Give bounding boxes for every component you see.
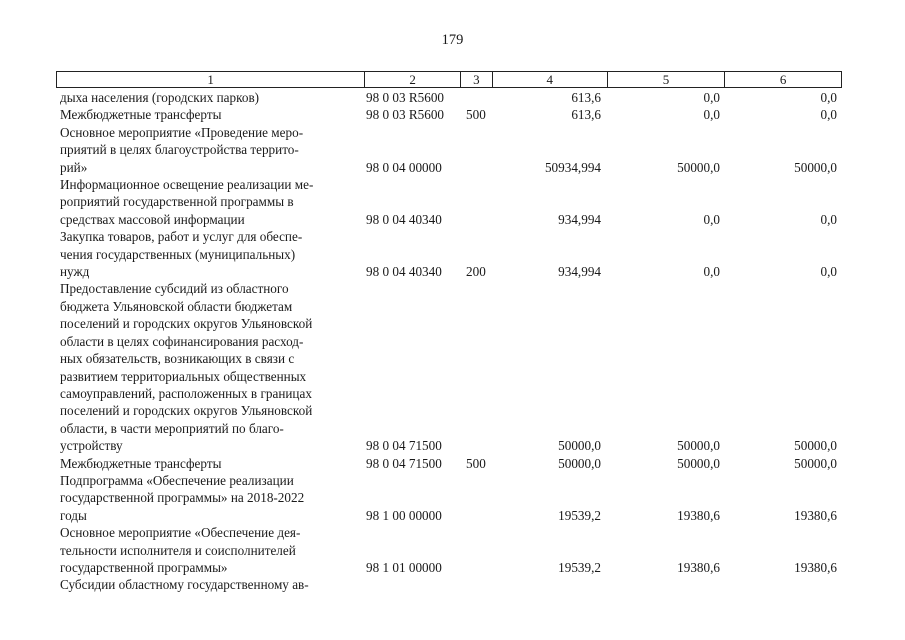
amount-col-6: 50000,0 [794, 455, 837, 471]
amount-col-4: 934,994 [558, 264, 601, 280]
description-line: средствах массовой информации [60, 211, 245, 227]
description-line: самоуправлений, расположенных в границах [60, 385, 312, 401]
description-line: области, в части мероприятий по благо- [60, 420, 284, 436]
row-description [60, 176, 358, 228]
description-line: устройству [60, 438, 123, 454]
amount-col-5: 19380,6 [677, 507, 720, 523]
amount-col-4: 50000,0 [558, 455, 601, 471]
expense-type: 500 [466, 107, 486, 123]
amount-col-4: 50934,994 [544, 159, 601, 175]
budget-code: 98 0 04 00000 [366, 159, 442, 175]
description-line: годы [60, 507, 87, 523]
description-line: приятий в целях благоустройства террито- [60, 142, 299, 158]
description-line: Подпрограмма «Обеспечение реализации [60, 472, 294, 488]
budget-code: 98 0 04 40340 [366, 264, 442, 280]
expense-type: 500 [466, 455, 486, 471]
budget-code: 98 0 04 40340 [366, 211, 442, 227]
column-header-4: 4 [493, 72, 608, 87]
table-row [0, 228, 905, 280]
amount-col-5: 0,0 [703, 107, 720, 123]
row-description [60, 455, 358, 472]
amount-col-6: 0,0 [820, 211, 837, 227]
amount-col-5: 50000,0 [677, 455, 720, 471]
table-row [0, 576, 905, 593]
amount-col-6: 50000,0 [794, 438, 837, 454]
amount-col-4: 50000,0 [558, 438, 601, 454]
row-description [60, 280, 358, 454]
description-line: бюджета Ульяновской области бюджетам [60, 298, 293, 314]
column-header-6: 6 [779, 72, 787, 87]
amount-col-6: 19380,6 [794, 507, 837, 523]
description-line: чения государственных (муниципальных) [60, 246, 296, 262]
table-row [0, 472, 905, 524]
table-row [0, 89, 905, 106]
amount-col-6: 0,0 [820, 264, 837, 280]
amount-col-5: 0,0 [703, 264, 720, 280]
row-description [60, 89, 358, 106]
description-line: Закупка товаров, работ и услуг для обеспе- [60, 229, 303, 245]
row-description [60, 576, 358, 593]
description-line: рий» [60, 159, 88, 175]
amount-col-6: 50000,0 [794, 159, 837, 175]
description-line: государственной программы» [60, 559, 228, 575]
amount-col-4: 19539,2 [558, 507, 601, 523]
amount-col-4: 613,6 [571, 107, 601, 123]
budget-code: 98 1 01 00000 [366, 559, 442, 575]
column-header-3: 3 [461, 72, 493, 87]
table-header [56, 71, 842, 88]
table-row [0, 124, 905, 176]
column-header-2: 2 [365, 72, 461, 87]
table-row [0, 524, 905, 576]
description-line: нужд [60, 264, 90, 280]
description-line: дыха населения (городских парков) [60, 90, 260, 105]
description-line: ных обязательств, возникающих в связи с [60, 351, 295, 367]
row-description [60, 524, 358, 576]
table-row [0, 455, 905, 472]
budget-code: 98 0 03 R5600 [366, 90, 445, 105]
budget-code: 98 0 04 71500 [366, 438, 442, 454]
row-description [60, 124, 358, 176]
amount-col-5: 19380,6 [677, 559, 720, 575]
amount-col-4: 613,6 [571, 90, 601, 105]
description-line: Предоставление субсидий из областного [60, 281, 289, 297]
page-number: 179 [441, 32, 464, 48]
expense-type: 200 [466, 264, 486, 280]
row-description [60, 472, 358, 524]
description-line: роприятий государственной программы в [60, 194, 294, 210]
amount-col-5: 0,0 [703, 90, 720, 105]
budget-code: 98 1 00 00000 [366, 507, 442, 523]
description-line: тельности исполнителя и соисполнителей [60, 542, 296, 558]
budget-code: 98 0 04 71500 [366, 455, 442, 471]
table-body [0, 89, 905, 594]
column-header-5: 5 [608, 72, 726, 87]
budget-code: 98 0 03 R5600 [366, 107, 445, 123]
description-line: Информационное освещение реализации ме- [60, 177, 314, 193]
description-line: Субсидии областному государственному ав- [60, 577, 309, 593]
description-line: Основное мероприятие «Проведение меро- [60, 124, 304, 140]
description-line: поселений и городских округов Ульяновской [60, 316, 313, 332]
amount-col-6: 19380,6 [794, 559, 837, 575]
table-row [0, 280, 905, 454]
description-line: государственной программы» на 2018-2022 [60, 490, 305, 506]
description-line: области в целях софинансирования расход- [60, 333, 304, 349]
description-line: поселений и городских округов Ульяновской [60, 403, 313, 419]
amount-col-5: 50000,0 [677, 438, 720, 454]
column-header-1: 1 [57, 72, 365, 87]
amount-col-4: 19539,2 [558, 559, 601, 575]
amount-col-6: 0,0 [820, 107, 837, 123]
description-line: Межбюджетные трансферты [60, 455, 222, 471]
row-description [60, 228, 358, 280]
amount-col-5: 50000,0 [677, 159, 720, 175]
amount-col-5: 0,0 [703, 211, 720, 227]
table-row [0, 106, 905, 123]
amount-col-6: 0,0 [820, 90, 837, 105]
amount-col-4: 934,994 [558, 211, 601, 227]
table-row [0, 176, 905, 228]
description-line: Основное мероприятие «Обеспечение дея- [60, 525, 301, 541]
description-line: развитием территориальных общественных [60, 368, 307, 384]
row-description [60, 106, 358, 123]
description-line: Межбюджетные трансферты [60, 107, 222, 123]
